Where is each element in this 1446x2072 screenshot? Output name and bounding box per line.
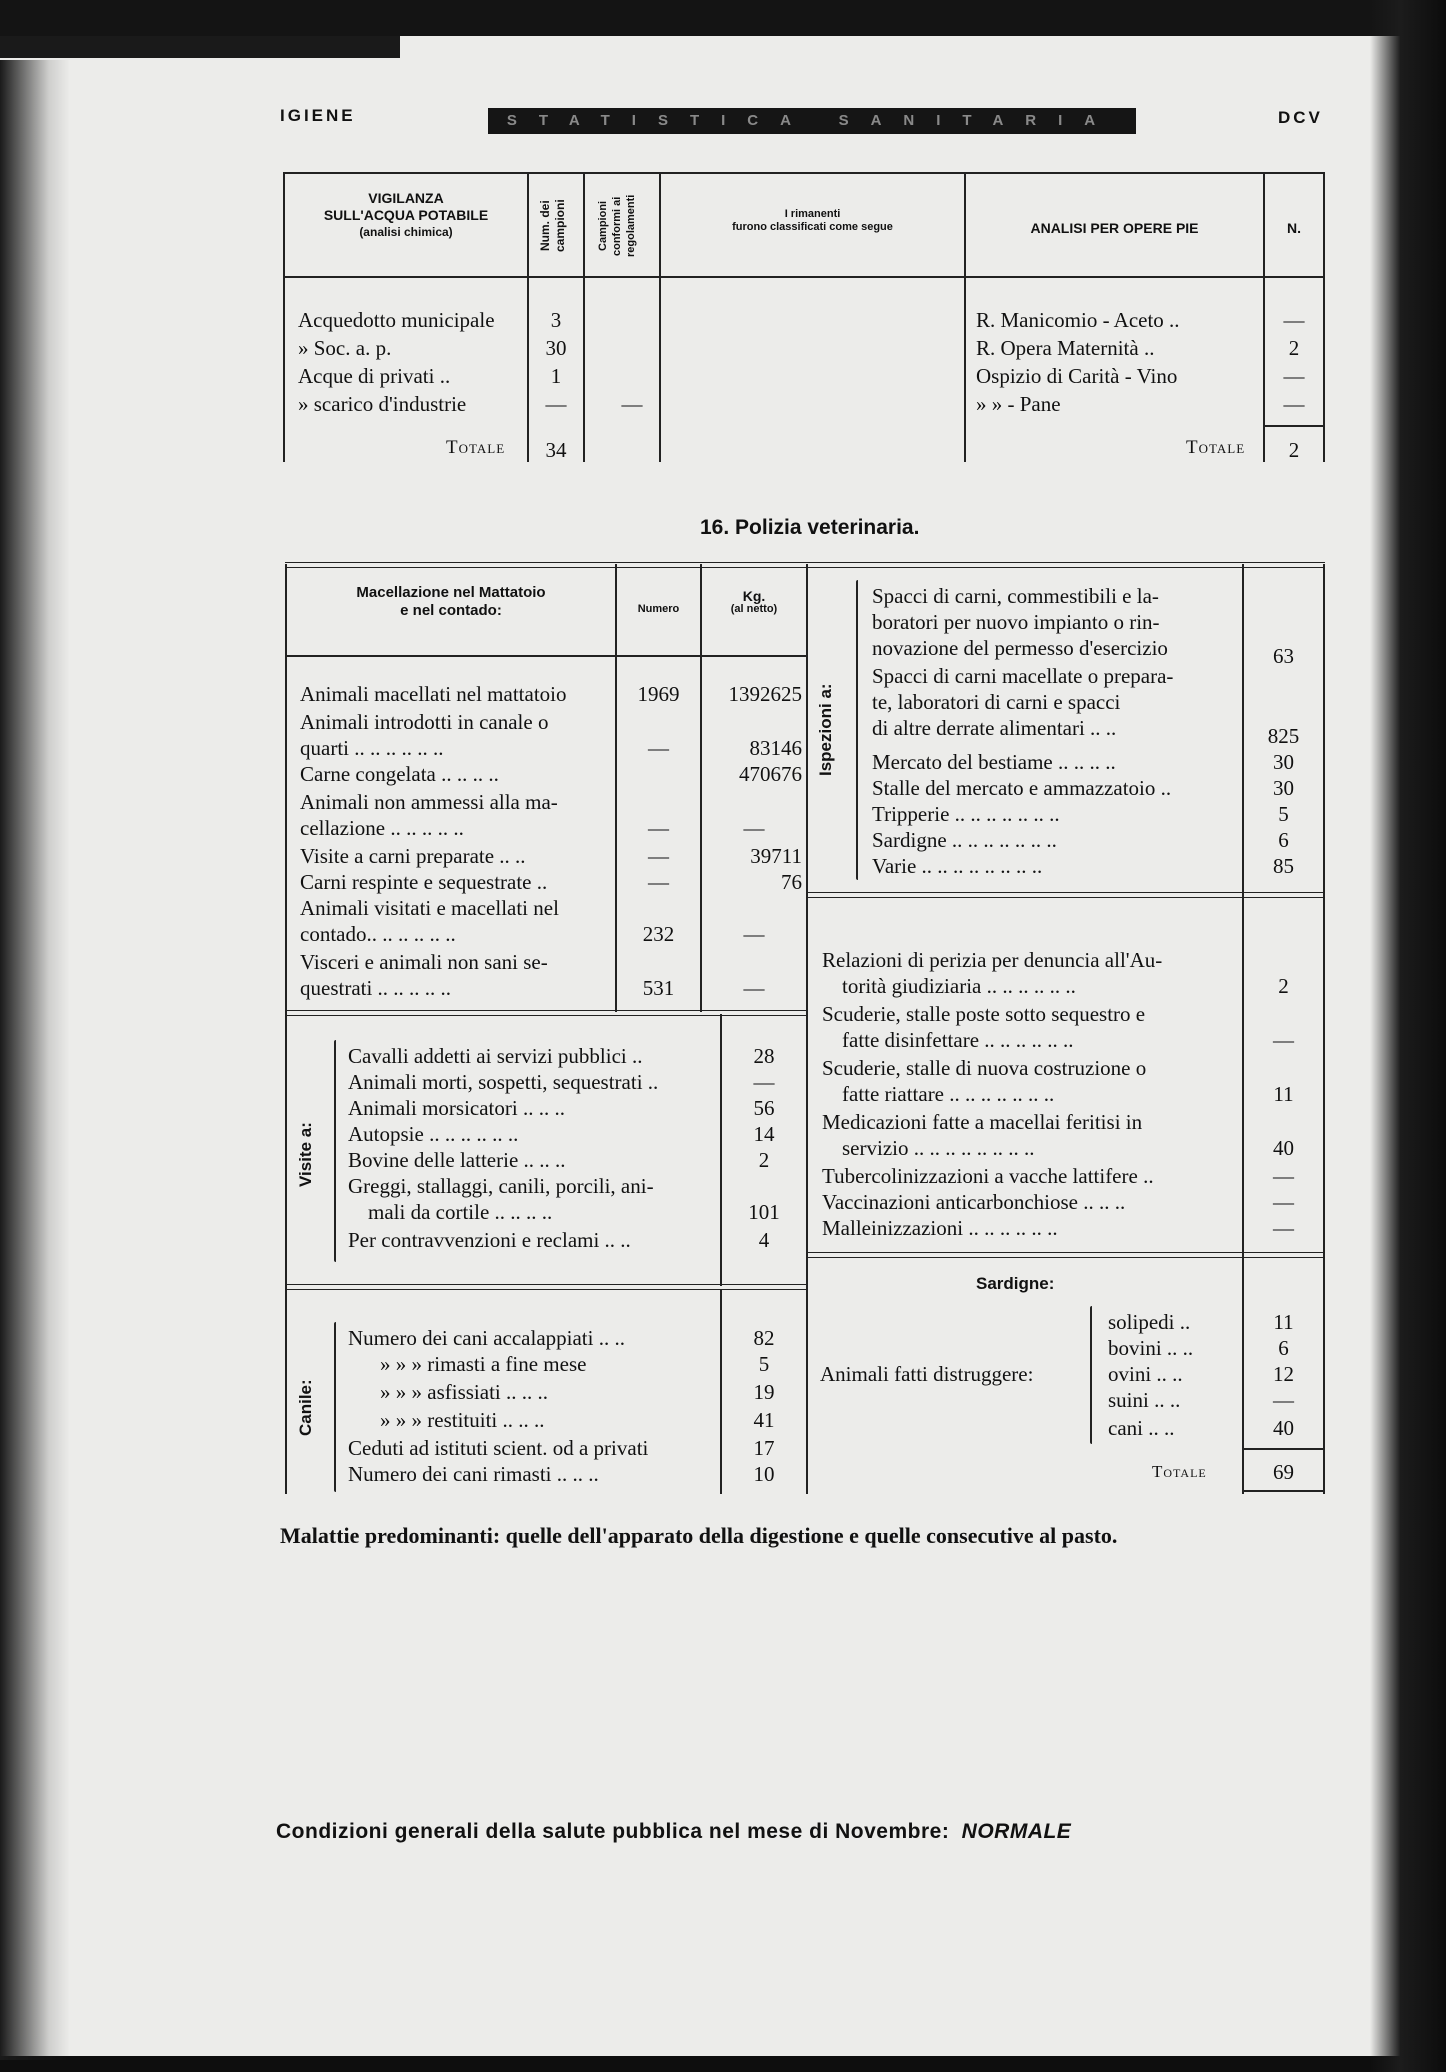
- opere-head: ANALISI PER OPERE PIE: [1030, 220, 1199, 236]
- relazioni-row-label-cont: fatte riattare .. .. .. .. .. .. ..: [842, 1082, 1055, 1106]
- macellazione-head-2: e nel contado:: [400, 602, 502, 619]
- opere-row-n: —: [1283, 308, 1305, 332]
- relazioni-row-label: Scuderie, stalle poste sotto sequestro e: [822, 1002, 1146, 1026]
- running-header-bar: [488, 108, 1136, 134]
- water-row-num: 30: [545, 336, 567, 360]
- water-row-conf: —: [621, 392, 643, 416]
- sardigne-row-n: 11: [1273, 1310, 1294, 1334]
- relazioni-row-n: —: [1273, 1190, 1294, 1214]
- macellazione-row-label: Animali macellati nel mattatoio: [300, 682, 567, 706]
- visite-row-n: 28: [753, 1044, 775, 1068]
- macellazione-row-label: Visite a carni preparate .. ..: [300, 844, 526, 868]
- opere-total-label: Totale: [1186, 437, 1246, 458]
- canile-row-n: 5: [758, 1352, 770, 1376]
- ispezioni-row-label-cont: te, laboratori di carni e spacci: [872, 690, 1121, 714]
- footnote: Malattie predominanti: quelle dell'apparato della digestione e quelle consecutive al pasto.: [280, 1523, 1118, 1548]
- sardigne-row-label: bovini .. ..: [1108, 1336, 1194, 1360]
- macellazione-row-label: Animali visitati e macellati nel: [300, 896, 559, 920]
- water-row-num: —: [545, 392, 567, 416]
- scan-edge-corner: [0, 36, 400, 58]
- condizioni-text: Condizioni generali della salute pubblica nel mese di Novembre:: [276, 1820, 950, 1843]
- ispezioni-row-label: Stalle del mercato e ammazzatoio ..: [872, 776, 1172, 800]
- water-head-title-2: SULL'ACQUA POTABILE: [323, 207, 489, 223]
- relazioni-row-label-cont: fatte disinfettare .. .. .. .. .. ..: [842, 1028, 1074, 1052]
- ispezioni-row-n: 5: [1278, 802, 1289, 826]
- scan-edge-right: [1370, 0, 1446, 2072]
- visite-row-label: Animali morti, sospetti, sequestrati ..: [348, 1070, 659, 1094]
- visite-row-n: 56: [753, 1096, 775, 1120]
- water-row-label: » Soc. a. p.: [298, 336, 392, 360]
- relazioni-row-label-cont: torità giudiziaria .. .. .. .. .. ..: [842, 974, 1076, 998]
- relazioni-row-n: —: [1273, 1164, 1294, 1188]
- macellazione-head-kg-2: (al netto): [730, 603, 778, 615]
- opere-row-label: R. Manicomio - Aceto ..: [976, 308, 1180, 332]
- macellazione-row-label-cont: quarti .. .. .. .. .. ..: [300, 736, 444, 760]
- sardigne-total-label: Totale: [1152, 1462, 1207, 1481]
- macellazione-head-num: Numero: [637, 603, 680, 615]
- canile-row-label: » » » rimasti a fine mese: [380, 1352, 587, 1376]
- macellazione-row-num: —: [648, 844, 669, 868]
- macellazione-row-kg: 470676: [739, 762, 802, 786]
- macellazione-row-num: 1969: [637, 682, 680, 706]
- opere-row-label: » » - Pane: [976, 392, 1061, 416]
- visite-row-n: 4: [758, 1228, 770, 1252]
- ispezioni-side-label: Ispezioni a:: [816, 683, 835, 777]
- sardigne-total: 69: [1273, 1460, 1294, 1484]
- visite-row-label: Cavalli addetti ai servizi pubblici ..: [348, 1044, 643, 1068]
- relazioni-row-label: Malleinizzazioni .. .. .. .. .. ..: [822, 1216, 1058, 1240]
- macellazione-row-label: Visceri e animali non sani se-: [300, 950, 548, 974]
- visite-row-n: 2: [758, 1148, 770, 1172]
- opere-total: 2: [1288, 438, 1300, 462]
- relazioni-row-label: Relazioni di perizia per denuncia all'Au-: [822, 948, 1163, 972]
- visite-row-label: Autopsie .. .. .. .. .. ..: [348, 1122, 519, 1146]
- water-head-rest-1: I rimanenti: [784, 208, 841, 220]
- water-row-label: » scarico d'industrie: [298, 392, 467, 416]
- macellazione-row-label: Carni respinte e sequestrate ..: [300, 870, 548, 894]
- opere-row-label: R. Opera Maternità ..: [976, 336, 1155, 360]
- ispezioni-row-label: Sardigne .. .. .. .. .. .. ..: [872, 828, 1057, 852]
- relazioni-row-n: 2: [1278, 974, 1289, 998]
- canile-row-label: Numero dei cani rimasti .. .. ..: [348, 1462, 599, 1486]
- macellazione-row-label: Animali non ammessi alla ma-: [300, 790, 558, 814]
- canile-row-label: Ceduti ad istituti scient. od a privati: [348, 1436, 649, 1460]
- ispezioni-row-label-cont: novazione del permesso d'esercizio: [872, 636, 1168, 660]
- macellazione-row-kg: 1392625: [728, 682, 802, 706]
- visite-row-label-cont: mali da cortile .. .. .. ..: [368, 1200, 553, 1224]
- canile-row-n: 82: [753, 1326, 775, 1350]
- canile-side-label: Canile:: [296, 1379, 315, 1437]
- ispezioni-row-n: 825: [1267, 724, 1300, 748]
- running-header-right: DCV: [1278, 108, 1323, 127]
- sardigne-row-n: 6: [1278, 1336, 1289, 1360]
- opere-row-label: Ospizio di Carità - Vino: [976, 364, 1178, 388]
- macellazione-row-num: 531: [642, 976, 675, 1000]
- macellazione-row-label-cont: cellazione .. .. .. .. ..: [300, 816, 464, 840]
- ispezioni-row-n: 30: [1273, 750, 1294, 774]
- water-head-conf: Campioni conformi ai regolamenti: [597, 194, 637, 258]
- visite-row-label: Bovine delle latterie .. .. ..: [348, 1148, 566, 1172]
- opere-row-n: 2: [1288, 336, 1300, 360]
- macellazione-row-kg: 83146: [749, 736, 802, 760]
- visite-row-n: —: [753, 1070, 775, 1094]
- macellazione-row-kg: 76: [781, 870, 802, 894]
- macellazione-row-label-cont: contado.. .. .. .. .. ..: [300, 922, 456, 946]
- sardigne-row-n: 12: [1273, 1362, 1294, 1386]
- canile-row-n: 17: [753, 1436, 775, 1460]
- macellazione-head-1: Macellazione nel Mattatoio: [356, 584, 546, 601]
- macellazione-row-label: Animali introdotti in canale o: [300, 710, 549, 734]
- sardigne-row-label: ovini .. ..: [1108, 1362, 1183, 1386]
- visite-side-label: Visite a:: [296, 1122, 315, 1188]
- water-head-rest-2: furono classificati come segue: [732, 221, 893, 233]
- macellazione-row-kg: —: [743, 922, 765, 946]
- relazioni-row-n: 40: [1273, 1136, 1294, 1160]
- macellazione-head-kg-1: Kg.: [742, 588, 766, 604]
- ispezioni-row-label: Varie .. .. .. .. .. .. .. ..: [872, 854, 1043, 878]
- water-row-num: 1: [550, 364, 562, 388]
- macellazione-row-label: Carne congelata .. .. .. ..: [300, 762, 499, 786]
- ispezioni-row-label-cont: di altre derrate alimentari .. ..: [872, 716, 1117, 740]
- sardigne-row-label: solipedi ..: [1108, 1310, 1191, 1334]
- water-head-num: Num. dei campioni: [538, 199, 567, 253]
- sardigne-title: Sardigne:: [976, 1274, 1055, 1293]
- ispezioni-row-n: 63: [1273, 644, 1294, 668]
- water-total-label: Totale: [446, 437, 506, 458]
- ispezioni-row-label: Spacci di carni macellate o prepara-: [872, 664, 1174, 688]
- section-title: 16. Polizia veterinaria.: [700, 516, 920, 539]
- relazioni-row-label-cont: servizio .. .. .. .. .. .. .. ..: [842, 1136, 1035, 1160]
- visite-row-label: Animali morsicatori .. .. ..: [348, 1096, 565, 1120]
- water-row-label: Acquedotto municipale: [298, 308, 495, 332]
- scan-edge-top: [0, 0, 1446, 36]
- canile-row-n: 10: [753, 1462, 775, 1486]
- relazioni-row-label: Vaccinazioni anticarbonchiose .. .. ..: [822, 1190, 1126, 1214]
- relazioni-row-n: —: [1273, 1216, 1294, 1240]
- ispezioni-row-label: Tripperie .. .. .. .. .. .. ..: [872, 802, 1060, 826]
- sardigne-row-n: —: [1273, 1388, 1294, 1412]
- water-head-title-1: VIGILANZA: [368, 190, 444, 206]
- sardigne-row-label: cani .. ..: [1108, 1416, 1175, 1440]
- water-head-title-3: (analisi chimica): [359, 225, 453, 239]
- ispezioni-row-n: 30: [1273, 776, 1294, 800]
- water-total: 34: [545, 438, 567, 462]
- sardigne-row-label: suini .. ..: [1108, 1388, 1181, 1412]
- macellazione-row-num: —: [648, 870, 669, 894]
- water-row-num: 3: [550, 308, 562, 332]
- macellazione-row-kg: —: [743, 976, 765, 1000]
- macellazione-row-kg: 39711: [750, 844, 802, 868]
- relazioni-row-label: Tubercolinizzazioni a vacche lattifere ..: [822, 1164, 1154, 1188]
- opere-row-n: —: [1283, 364, 1305, 388]
- sardigne-label: Animali fatti distruggere:: [820, 1362, 1034, 1386]
- macellazione-row-kg: —: [743, 816, 765, 840]
- canile-row-label: Numero dei cani accalappiati .. ..: [348, 1326, 625, 1350]
- sardigne-row-n: 40: [1273, 1416, 1294, 1440]
- relazioni-row-n: 11: [1273, 1082, 1294, 1106]
- running-header-left: IGIENE: [280, 106, 356, 125]
- visite-row-n: 101: [748, 1200, 780, 1224]
- opere-head-n: N.: [1287, 220, 1301, 236]
- macellazione-row-label-cont: questrati .. .. .. .. ..: [300, 976, 452, 1000]
- macellazione-row-num: —: [648, 816, 669, 840]
- ispezioni-row-n: 85: [1273, 854, 1294, 878]
- relazioni-row-n: —: [1273, 1028, 1294, 1052]
- condizioni-value: NORMALE: [961, 1820, 1072, 1843]
- water-row-label: Acque di privati ..: [298, 364, 451, 388]
- ispezioni-row-label: Spacci di carni, commestibili e la-: [872, 584, 1159, 608]
- canile-row-label: » » » asfissiati .. .. ..: [380, 1380, 548, 1404]
- canile-row-n: 41: [753, 1408, 775, 1432]
- ispezioni-row-n: 6: [1278, 828, 1289, 852]
- canile-row-n: 19: [753, 1380, 775, 1404]
- relazioni-row-label: Medicazioni fatte a macellai feritisi in: [822, 1110, 1143, 1134]
- page: [0, 36, 1400, 2056]
- visite-row-label: Greggi, stallaggi, canili, porcili, ani-: [348, 1174, 654, 1198]
- opere-row-n: —: [1283, 392, 1305, 416]
- visite-row-label: Per contravvenzioni e reclami .. ..: [348, 1228, 631, 1252]
- macellazione-row-num: 232: [642, 922, 675, 946]
- canile-row-label: » » » restituiti .. .. ..: [380, 1408, 545, 1432]
- scan-edge-left: [0, 60, 70, 2060]
- relazioni-row-label: Scuderie, stalle di nuova costruzione o: [822, 1056, 1147, 1080]
- ispezioni-row-label: Mercato del bestiame .. .. .. ..: [872, 750, 1116, 774]
- running-header-center: STATISTICA SANITARIA: [506, 112, 1118, 129]
- ispezioni-row-label-cont: boratori per nuovo impianto o rin-: [872, 610, 1160, 634]
- visite-row-n: 14: [753, 1122, 775, 1146]
- macellazione-row-num: —: [648, 736, 669, 760]
